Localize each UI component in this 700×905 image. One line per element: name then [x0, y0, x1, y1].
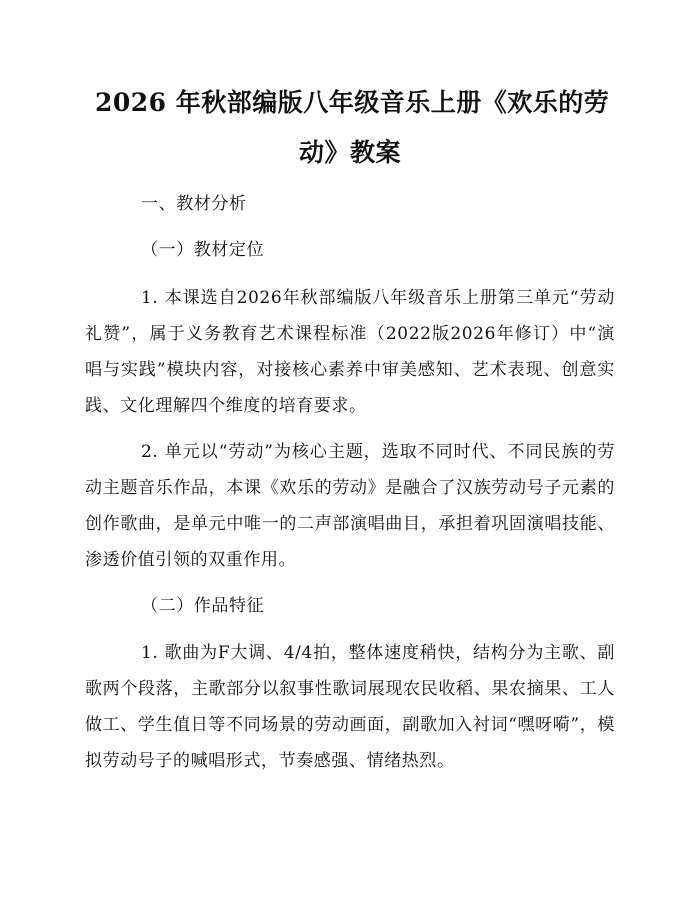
document-title: [95, 78, 610, 178]
section-heading-textbook-analysis: 一、教材分析: [141, 194, 247, 214]
title-line-2: 动》教案: [298, 138, 401, 167]
title-line-1: 2026 年秋部编版八年级音乐上册《欢乐的劳: [95, 88, 610, 117]
paragraph-2: 2. 单元以“劳动”为核心主题，选取不同时代、不同民族的劳动主题音乐作品，本课《欢乐的劳动》是融合了汉族劳动号子元素的创作歌曲，是单元中唯一的二声部演唱曲目，承担着巩固演唱技能、渗透价值引领的双重作用。: [85, 442, 615, 570]
paragraph-3: 1. 歌曲为F大调、4/4拍，整体速度稍快，结构分为主歌、副歌两个段落，主歌部分以叙事性歌词展现农民收稻、果农摘果、工人做工、学生值日等不同场景的劳动画面，副歌加入衬词“嘿呀嗬”，模拟劳动号子的喊唱形式，节奏感强、情绪热烈。: [85, 643, 615, 771]
subsection-heading-features: （二）作品特征: [141, 596, 265, 616]
subsection-heading-positioning: （一）教材定位: [141, 240, 265, 260]
paragraph-1: 1. 本课选自2026年秋部编版八年级音乐上册第三单元“劳动礼赞”，属于义务教育艺术课程标准（2022版2026年修订）中“演唱与实践”模块内容，对接核心素养中审美感知、艺术表现、创意实践、文化理解四个维度的培育要求。: [85, 288, 615, 416]
